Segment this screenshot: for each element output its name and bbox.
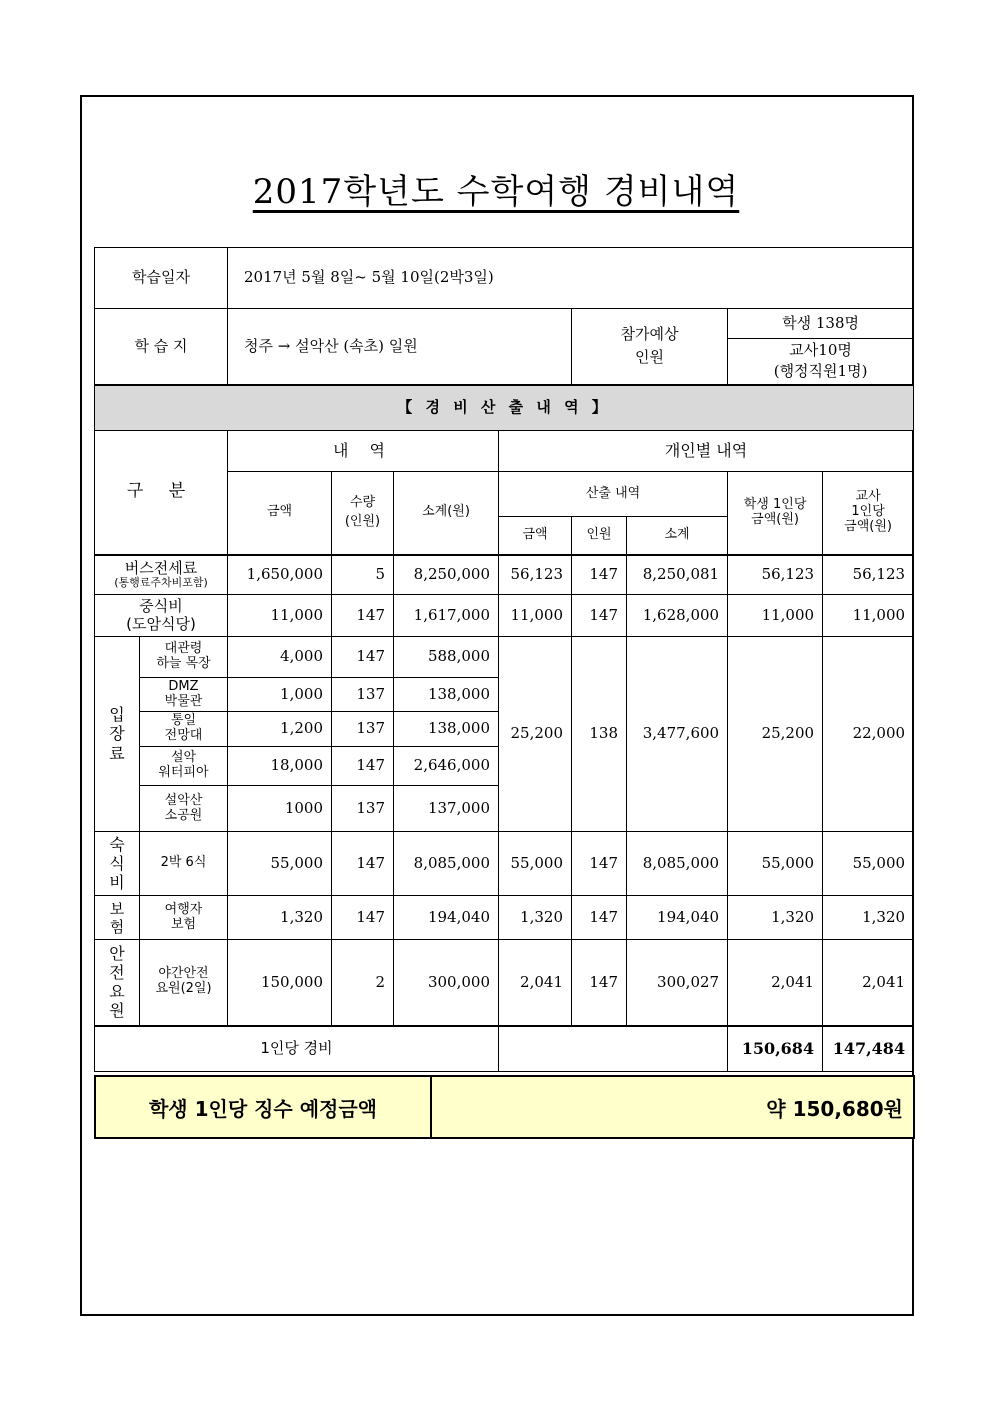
admission-item-subtotal: 137,000 <box>394 786 499 832</box>
admission-item-qty: 137 <box>332 712 394 747</box>
admission-item-qty: 147 <box>332 637 394 678</box>
safety-subtotal: 300,000 <box>394 940 499 1026</box>
lodging-student: 55,000 <box>728 832 823 896</box>
admission-item-amount: 4,000 <box>228 637 332 678</box>
date-label: 학습일자 <box>95 248 228 309</box>
safety-name: 야간안전 요원(2일) <box>140 940 228 1026</box>
lunch-calc-people: 147 <box>572 595 627 637</box>
expense-table <box>94 247 914 1072</box>
safety-teacher: 2,041 <box>823 940 914 1026</box>
admission-item-name: 통일 전망대 <box>140 712 228 747</box>
total-teacher: 147,484 <box>823 1026 914 1072</box>
lunch-amount: 11,000 <box>228 595 332 637</box>
lunch-calc-amount: 11,000 <box>499 595 572 637</box>
lodging-calc-amount: 55,000 <box>499 832 572 896</box>
admission-item-subtotal: 588,000 <box>394 637 499 678</box>
place-label: 학 습 지 <box>95 309 228 385</box>
lodging-subtotal: 8,085,000 <box>394 832 499 896</box>
qty-header: 수량 (인원) <box>332 472 394 555</box>
admission-student: 25,200 <box>728 637 823 832</box>
teachers-count: 교사10명 (행정직원1명) <box>728 339 914 385</box>
admission-item-qty: 137 <box>332 678 394 712</box>
insurance-amount: 1,320 <box>228 896 332 940</box>
admission-calc-people: 138 <box>572 637 627 832</box>
lunch-calc-subtotal: 1,628,000 <box>627 595 728 637</box>
admission-item-name: 설악 워터피아 <box>140 747 228 786</box>
admission-item-amount: 1,000 <box>228 678 332 712</box>
lodging-group-label: 숙 식 비 <box>95 832 140 896</box>
insurance-name: 여행자 보험 <box>140 896 228 940</box>
lunch-qty: 147 <box>332 595 394 637</box>
admission-item-subtotal: 2,646,000 <box>394 747 499 786</box>
bus-calc-subtotal: 8,250,081 <box>627 555 728 595</box>
summary-label: 학생 1인당 징수 예정금액 <box>95 1076 431 1138</box>
summary-box <box>94 1075 915 1139</box>
safety-amount: 150,000 <box>228 940 332 1026</box>
safety-student: 2,041 <box>728 940 823 1026</box>
lunch-teacher: 11,000 <box>823 595 914 637</box>
participants-label: 참가예상 인원 <box>572 309 728 385</box>
insurance-subtotal: 194,040 <box>394 896 499 940</box>
lodging-name: 2박 6식 <box>140 832 228 896</box>
lunch-student: 11,000 <box>728 595 823 637</box>
lodging-calc-subtotal: 8,085,000 <box>627 832 728 896</box>
section-header: 【 경 비 산 출 내 역 】 <box>95 385 914 431</box>
safety-calc-amount: 2,041 <box>499 940 572 1026</box>
category-header: 구 분 <box>95 431 228 555</box>
document-title: 2017학년도 수학여행 경비내역 <box>252 172 740 212</box>
insurance-qty: 147 <box>332 896 394 940</box>
admission-item-amount: 1,200 <box>228 712 332 747</box>
admission-item-name: 대관령 하늘 목장 <box>140 637 228 678</box>
bus-amount: 1,650,000 <box>228 555 332 595</box>
lodging-qty: 147 <box>332 832 394 896</box>
admission-item-amount: 18,000 <box>228 747 332 786</box>
admission-calc-amount: 25,200 <box>499 637 572 832</box>
admission-item-name: 설악산 소공원 <box>140 786 228 832</box>
lodging-calc-people: 147 <box>572 832 627 896</box>
bus-subtotal: 8,250,000 <box>394 555 499 595</box>
safety-qty: 2 <box>332 940 394 1026</box>
date-value: 2017년 5월 8일~ 5월 10일(2박3일) <box>228 248 728 309</box>
safety-calc-subtotal: 300,027 <box>627 940 728 1026</box>
total-label: 1인당 경비 <box>95 1026 499 1072</box>
insurance-student: 1,320 <box>728 896 823 940</box>
bus-calc-amount: 56,123 <box>499 555 572 595</box>
calc-subtotal-header: 소계 <box>627 517 728 555</box>
admission-item-qty: 147 <box>332 747 394 786</box>
bus-teacher: 56,123 <box>823 555 914 595</box>
admission-item-qty: 137 <box>332 786 394 832</box>
total-student: 150,684 <box>728 1026 823 1072</box>
calc-people-header: 인원 <box>572 517 627 555</box>
bus-student: 56,123 <box>728 555 823 595</box>
calc-amount-header: 금액 <box>499 517 572 555</box>
bus-qty: 5 <box>332 555 394 595</box>
admission-teacher: 22,000 <box>823 637 914 832</box>
subtotal-header: 소계(원) <box>394 472 499 555</box>
lunch-subtotal: 1,617,000 <box>394 595 499 637</box>
amount-header: 금액 <box>228 472 332 555</box>
admission-item-amount: 1000 <box>228 786 332 832</box>
details-header: 내 역 <box>228 431 499 472</box>
safety-calc-people: 147 <box>572 940 627 1026</box>
bus-label: 버스전세료 (통행료주차비포함) <box>95 555 228 595</box>
admission-item-subtotal: 138,000 <box>394 712 499 747</box>
admission-group-label: 입 장 료 <box>95 637 140 832</box>
students-count: 학생 138명 <box>728 309 914 339</box>
admission-item-name: DMZ 박물관 <box>140 678 228 712</box>
safety-group-label: 안 전 요 원 <box>95 940 140 1026</box>
student-per-header: 학생 1인당 금액(원) <box>728 472 823 555</box>
lodging-teacher: 55,000 <box>823 832 914 896</box>
insurance-calc-people: 147 <box>572 896 627 940</box>
teacher-per-header: 교사 1인당 금액(원) <box>823 472 914 555</box>
insurance-group-label: 보 험 <box>95 896 140 940</box>
per-person-header: 개인별 내역 <box>499 431 914 472</box>
admission-calc-subtotal: 3,477,600 <box>627 637 728 832</box>
insurance-teacher: 1,320 <box>823 896 914 940</box>
bus-calc-people: 147 <box>572 555 627 595</box>
admission-item-subtotal: 138,000 <box>394 678 499 712</box>
insurance-calc-amount: 1,320 <box>499 896 572 940</box>
summary-value: 약 150,680원 <box>431 1076 914 1138</box>
place-value: 청주 → 설악산 (속초) 일원 <box>228 309 572 385</box>
insurance-calc-subtotal: 194,040 <box>627 896 728 940</box>
calc-header: 산출 내역 <box>499 472 728 517</box>
lodging-amount: 55,000 <box>228 832 332 896</box>
lunch-label: 중식비 (도암식당) <box>95 595 228 637</box>
